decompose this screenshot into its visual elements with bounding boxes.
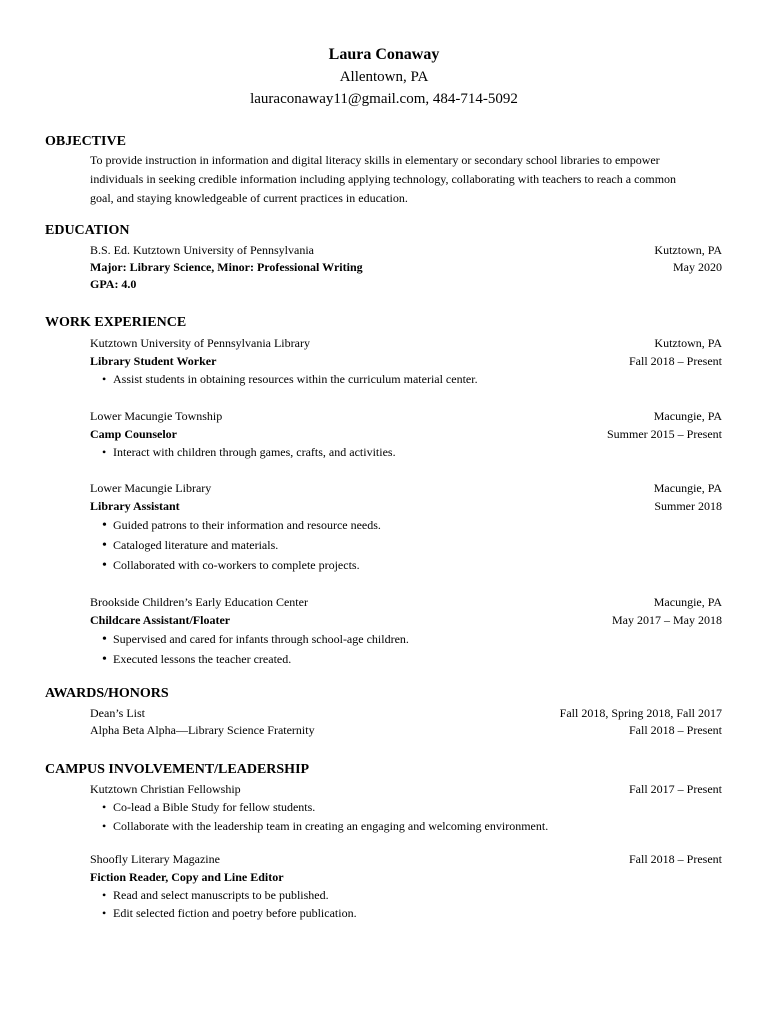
education-degree: B.S. Ed. Kutztown University of Pennsylvania xyxy=(90,243,314,257)
job-bullet xyxy=(102,649,768,669)
job-org-row xyxy=(90,407,722,425)
award-row xyxy=(90,722,722,739)
campus-bullet-text: Co-lead a Bible Study for fellow students. xyxy=(113,800,316,814)
campus-dates: Fall 2017 – Present xyxy=(629,782,722,796)
campus-bullet xyxy=(102,904,768,922)
education-gpa: GPA: 4.0 xyxy=(90,277,137,291)
job-title-row xyxy=(90,611,722,629)
education-major: Major: Library Science, Minor: Professional Writing xyxy=(90,260,363,274)
bullet-icon xyxy=(102,649,113,670)
job-bullet xyxy=(102,629,768,649)
campus-entry xyxy=(0,850,768,922)
job-bullet-text: Cataloged literature and materials. xyxy=(113,538,279,552)
campus-org-row xyxy=(90,780,722,798)
education-date: May 2020 xyxy=(673,260,722,274)
award-name: Alpha Beta Alpha—Library Science Fraternity xyxy=(90,723,315,737)
job-org: Kutztown University of Pennsylvania Library xyxy=(90,336,310,350)
job-org-row xyxy=(90,479,722,497)
education-location: Kutztown, PA xyxy=(654,243,722,257)
job-location: Kutztown, PA xyxy=(654,336,722,350)
bullet-icon xyxy=(102,515,113,536)
education-major-row xyxy=(90,259,722,276)
job-entry xyxy=(0,479,768,575)
campus-role: Fiction Reader, Copy and Line Editor xyxy=(90,870,284,884)
campus-role-row xyxy=(90,868,722,886)
bullet-icon xyxy=(102,817,113,836)
campus-bullet-text: Edit selected fiction and poetry before publication. xyxy=(113,906,357,920)
job-bullet xyxy=(102,370,768,388)
education-heading: EDUCATION xyxy=(45,223,130,238)
job-bullet-text: Assist students in obtaining resources within the curriculum material center. xyxy=(113,372,478,386)
job-title: Childcare Assistant/Floater xyxy=(90,613,231,627)
campus-bullet xyxy=(102,817,768,836)
campus-entry xyxy=(0,780,768,836)
campus-bullet-text: Read and select manuscripts to be published. xyxy=(113,888,329,902)
education-entry xyxy=(0,242,768,293)
objective-paragraph xyxy=(0,151,768,208)
job-title: Library Assistant xyxy=(90,499,180,513)
bullet-icon xyxy=(102,555,113,576)
awards-list xyxy=(0,705,768,739)
campus-bullet-text: Collaborate with the leadership team in creating an engaging and welcoming environment. xyxy=(113,819,549,833)
campus-org: Shoofly Literary Magazine xyxy=(90,852,220,866)
job-bullet-text: Supervised and cared for infants through school-age children. xyxy=(113,632,409,646)
bullet-icon xyxy=(102,904,113,922)
job-location: Macungie, PA xyxy=(653,409,722,423)
campus-bullet xyxy=(102,886,768,904)
bullet-icon xyxy=(102,629,113,650)
campus-bullet xyxy=(102,798,768,817)
job-entry xyxy=(0,593,768,669)
objective-line: goal, and staying knowledgeable of current practices in education. xyxy=(90,191,408,205)
job-bullet-text: Guided patrons to their information and resource needs. xyxy=(113,518,381,532)
award-dates: Fall 2018, Spring 2018, Fall 2017 xyxy=(559,706,722,720)
candidate-location: Allentown, PA xyxy=(339,69,429,85)
job-dates: Summer 2015 – Present xyxy=(607,427,722,441)
education-degree-row xyxy=(90,242,722,259)
job-org-row xyxy=(90,334,722,352)
job-dates: Fall 2018 – Present xyxy=(629,354,722,368)
job-title: Library Student Worker xyxy=(90,354,217,368)
bullet-icon xyxy=(102,443,113,461)
bullet-icon xyxy=(102,798,113,817)
job-bullet xyxy=(102,535,768,555)
job-bullet-text: Collaborated with co-workers to complete projects. xyxy=(113,558,360,572)
job-org: Lower Macungie Library xyxy=(90,481,212,495)
job-entry xyxy=(0,334,768,388)
campus-heading: CAMPUS INVOLVEMENT/LEADERSHIP xyxy=(45,762,310,777)
bullet-icon xyxy=(102,535,113,556)
job-bullet-text: Executed lessons the teacher created. xyxy=(113,652,292,666)
job-location: Macungie, PA xyxy=(653,481,722,495)
job-title: Camp Counselor xyxy=(90,427,178,441)
award-name: Dean’s List xyxy=(90,706,145,720)
job-title-row xyxy=(90,352,722,370)
work-heading: WORK EXPERIENCE xyxy=(45,315,187,330)
awards-heading: AWARDS/HONORS xyxy=(45,686,169,701)
job-org: Brookside Children’s Early Education Center xyxy=(90,595,308,609)
job-org-row xyxy=(90,593,722,611)
candidate-contact: lauraconaway11@gmail.com, 484-714-5092 xyxy=(250,91,518,107)
job-entry xyxy=(0,407,768,461)
bullet-icon xyxy=(102,886,113,904)
job-title-row xyxy=(90,425,722,443)
job-dates: May 2017 – May 2018 xyxy=(612,613,722,627)
job-title-row xyxy=(90,497,722,515)
job-dates: Summer 2018 xyxy=(654,499,722,513)
objective-line: individuals in seeking credible information including applying technology, collaborating with teachers to reach a common xyxy=(90,172,677,186)
job-bullet xyxy=(102,555,768,575)
education-gpa-row xyxy=(90,276,722,293)
campus-org-row xyxy=(90,850,722,868)
job-bullet xyxy=(102,515,768,535)
campus-dates: Fall 2018 – Present xyxy=(629,852,722,866)
job-bullet-text: Interact with children through games, crafts, and activities. xyxy=(113,445,396,459)
campus-org: Kutztown Christian Fellowship xyxy=(90,782,241,796)
award-row xyxy=(90,705,722,722)
objective-heading: OBJECTIVE xyxy=(45,134,126,149)
award-dates: Fall 2018 – Present xyxy=(629,723,722,737)
job-org: Lower Macungie Township xyxy=(90,409,223,423)
objective-line: To provide instruction in information and digital literacy skills in elementary or secondary school libraries to empower xyxy=(90,153,660,167)
job-location: Macungie, PA xyxy=(653,595,722,609)
job-bullet xyxy=(102,443,768,461)
candidate-name: Laura Conaway xyxy=(328,46,440,63)
bullet-icon xyxy=(102,370,113,388)
